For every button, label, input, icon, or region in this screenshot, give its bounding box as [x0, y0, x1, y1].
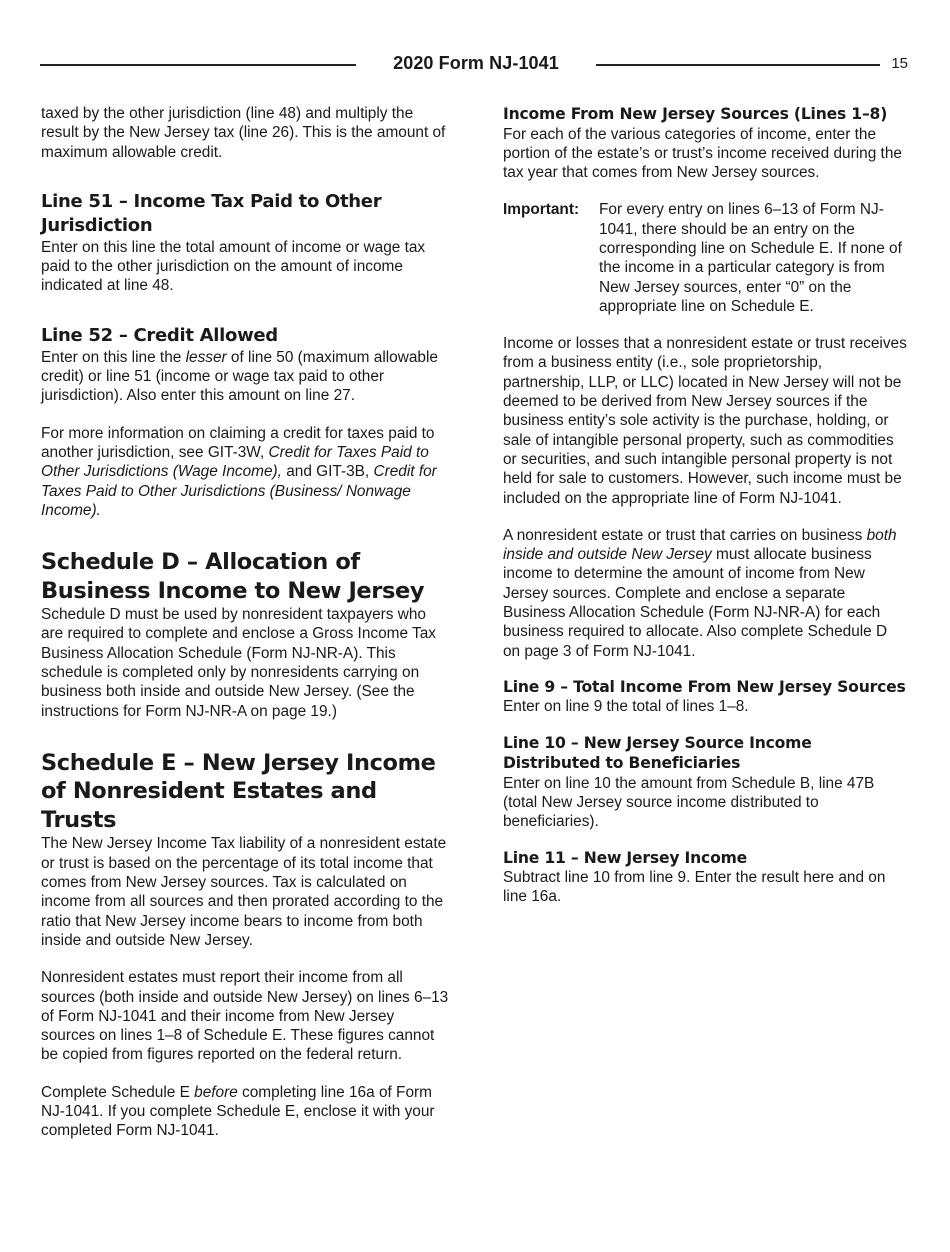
important-label: Important: — [503, 201, 580, 219]
line9-heading: Line 9 – Total Income From New Jersey Sources — [503, 677, 906, 696]
schedule-e-paragraph-1: The New Jersey Income Tax liability of a nonresident estate or trust is based on the percentage of its total income that comes from New Jersey sources. Tax is calculated on income from all sources and then prorated according to the ratio that New Jersey income bears to income from both inside and outside New Jersey. — [41, 835, 447, 949]
right-column — [503, 104, 907, 907]
header-rule-left — [40, 64, 356, 66]
business-losses-paragraph: Income or losses that a nonresident estate or trust receives from a business entity (i.e., sole proprietorship, partnership, LLP, or LLC) located in New Jersey will not be deemed to be derived from New Jersey sources if the business entity’s sole activity is the purchase, holding, or sale of intangible personal property, such as commodities or securities, and such intangible personal property is not held for sale to customers. However, such income must be included on the appropriate line of Form NJ-1041. — [503, 335, 907, 507]
schedule-d-text: Schedule D must be used by nonresident taxpayers who are required to complete and enclose a Gross Income Tax Business Allocation Schedule (Form NJ-NR-A). This schedule is completed only by nonresidents carrying on business both inside and outside New Jersey. (See the instructions for Form NJ-NR-A on page 19.) — [41, 606, 436, 720]
page-number: 15 — [891, 55, 908, 72]
git-reference-text: For more information on claiming a credit for taxes paid to another jurisdiction, see GIT-3W, Credit for Taxes Paid to Other Jurisdictions (Wage Income), and GIT-3B, Credit for Taxes Paid to Other Jurisdictions (Business/ Nonwage Income). — [41, 424, 437, 519]
line52-text: Enter on this line the lesser of line 50 (maximum allowable credit) or line 51 (income or wage tax paid to other jurisdiction). Also enter this amount on line 27. — [41, 348, 438, 405]
header-rule-right — [596, 64, 880, 66]
schedule-e-paragraph-3: Complete Schedule E before completing line 16a of Form NJ-1041. If you complete Schedule E, enclose it with your completed Form NJ-1041. — [41, 1083, 435, 1140]
business-allocation-paragraph: A nonresident estate or trust that carries on business both inside and outside New Jersey must allocate business income to determine the amount of income from New Jersey sources. Complete and enclose a separate Business Allocation Schedule (Form NJ-NR-A) for each business required to allocate. Also complete Schedule D on page 3 of Form NJ-1041. — [503, 526, 897, 660]
page-title: 2020 Form NJ-1041 — [393, 53, 559, 73]
line51-heading: Line 51 – Income Tax Paid to Other Jurisdiction — [41, 190, 382, 236]
intro-paragraph: taxed by the other jurisdiction (line 48) and multiply the result by the New Jersey tax (line 26). This is the amount of maximum allowable credit. — [41, 105, 446, 161]
line9-text: Enter on line 9 the total of lines 1–8. — [503, 698, 749, 716]
schedule-e-heading: Schedule E – New Jersey Income of Nonresident Estates and Trusts — [41, 749, 436, 833]
line10-text: Enter on line 10 the amount from Schedule B, line 47B (total New Jersey source income distributed to beneficiaries). — [503, 774, 875, 831]
line10-heading: Line 10 – New Jersey Source Income Distributed to Beneficiaries — [503, 733, 812, 773]
line11-text: Subtract line 10 from line 9. Enter the result here and on line 16a. — [503, 869, 886, 906]
important-note — [503, 200, 907, 316]
income-nj-sources-text: For each of the various categories of income, enter the portion of the estate’s or trust’s income received during the tax year that comes from New Jersey sources. — [503, 125, 902, 182]
left-column — [41, 104, 449, 1141]
line11-heading: Line 11 – New Jersey Income — [503, 848, 748, 867]
schedule-e-paragraph-2: Nonresident estates must report their income from all sources (both inside and outside New Jersey) on lines 6–13 of Form NJ-1041 and their income from New Jersey sources on lines 1–8 of Schedule E. These figures cannot be copied from figures reported on the federal return. — [41, 969, 449, 1064]
line52-heading: Line 52 – Credit Allowed — [41, 324, 278, 346]
schedule-d-heading: Schedule D – Allocation of Business Income to New Jersey — [41, 549, 425, 604]
income-nj-sources-heading: Income From New Jersey Sources (Lines 1–8) — [503, 105, 888, 123]
line51-text: Enter on this line the total amount of income or wage tax paid to the other jurisdiction on the amount of income indicated at line 48. — [41, 238, 426, 295]
important-text: For every entry on lines 6–13 of Form NJ-1041, there should be an entry on the corresponding line on Schedule E. If none of the income in a particular category is from New Jersey sources, enter “0” on the appropriate line on Schedule E. — [599, 201, 902, 315]
page-header — [40, 52, 910, 78]
